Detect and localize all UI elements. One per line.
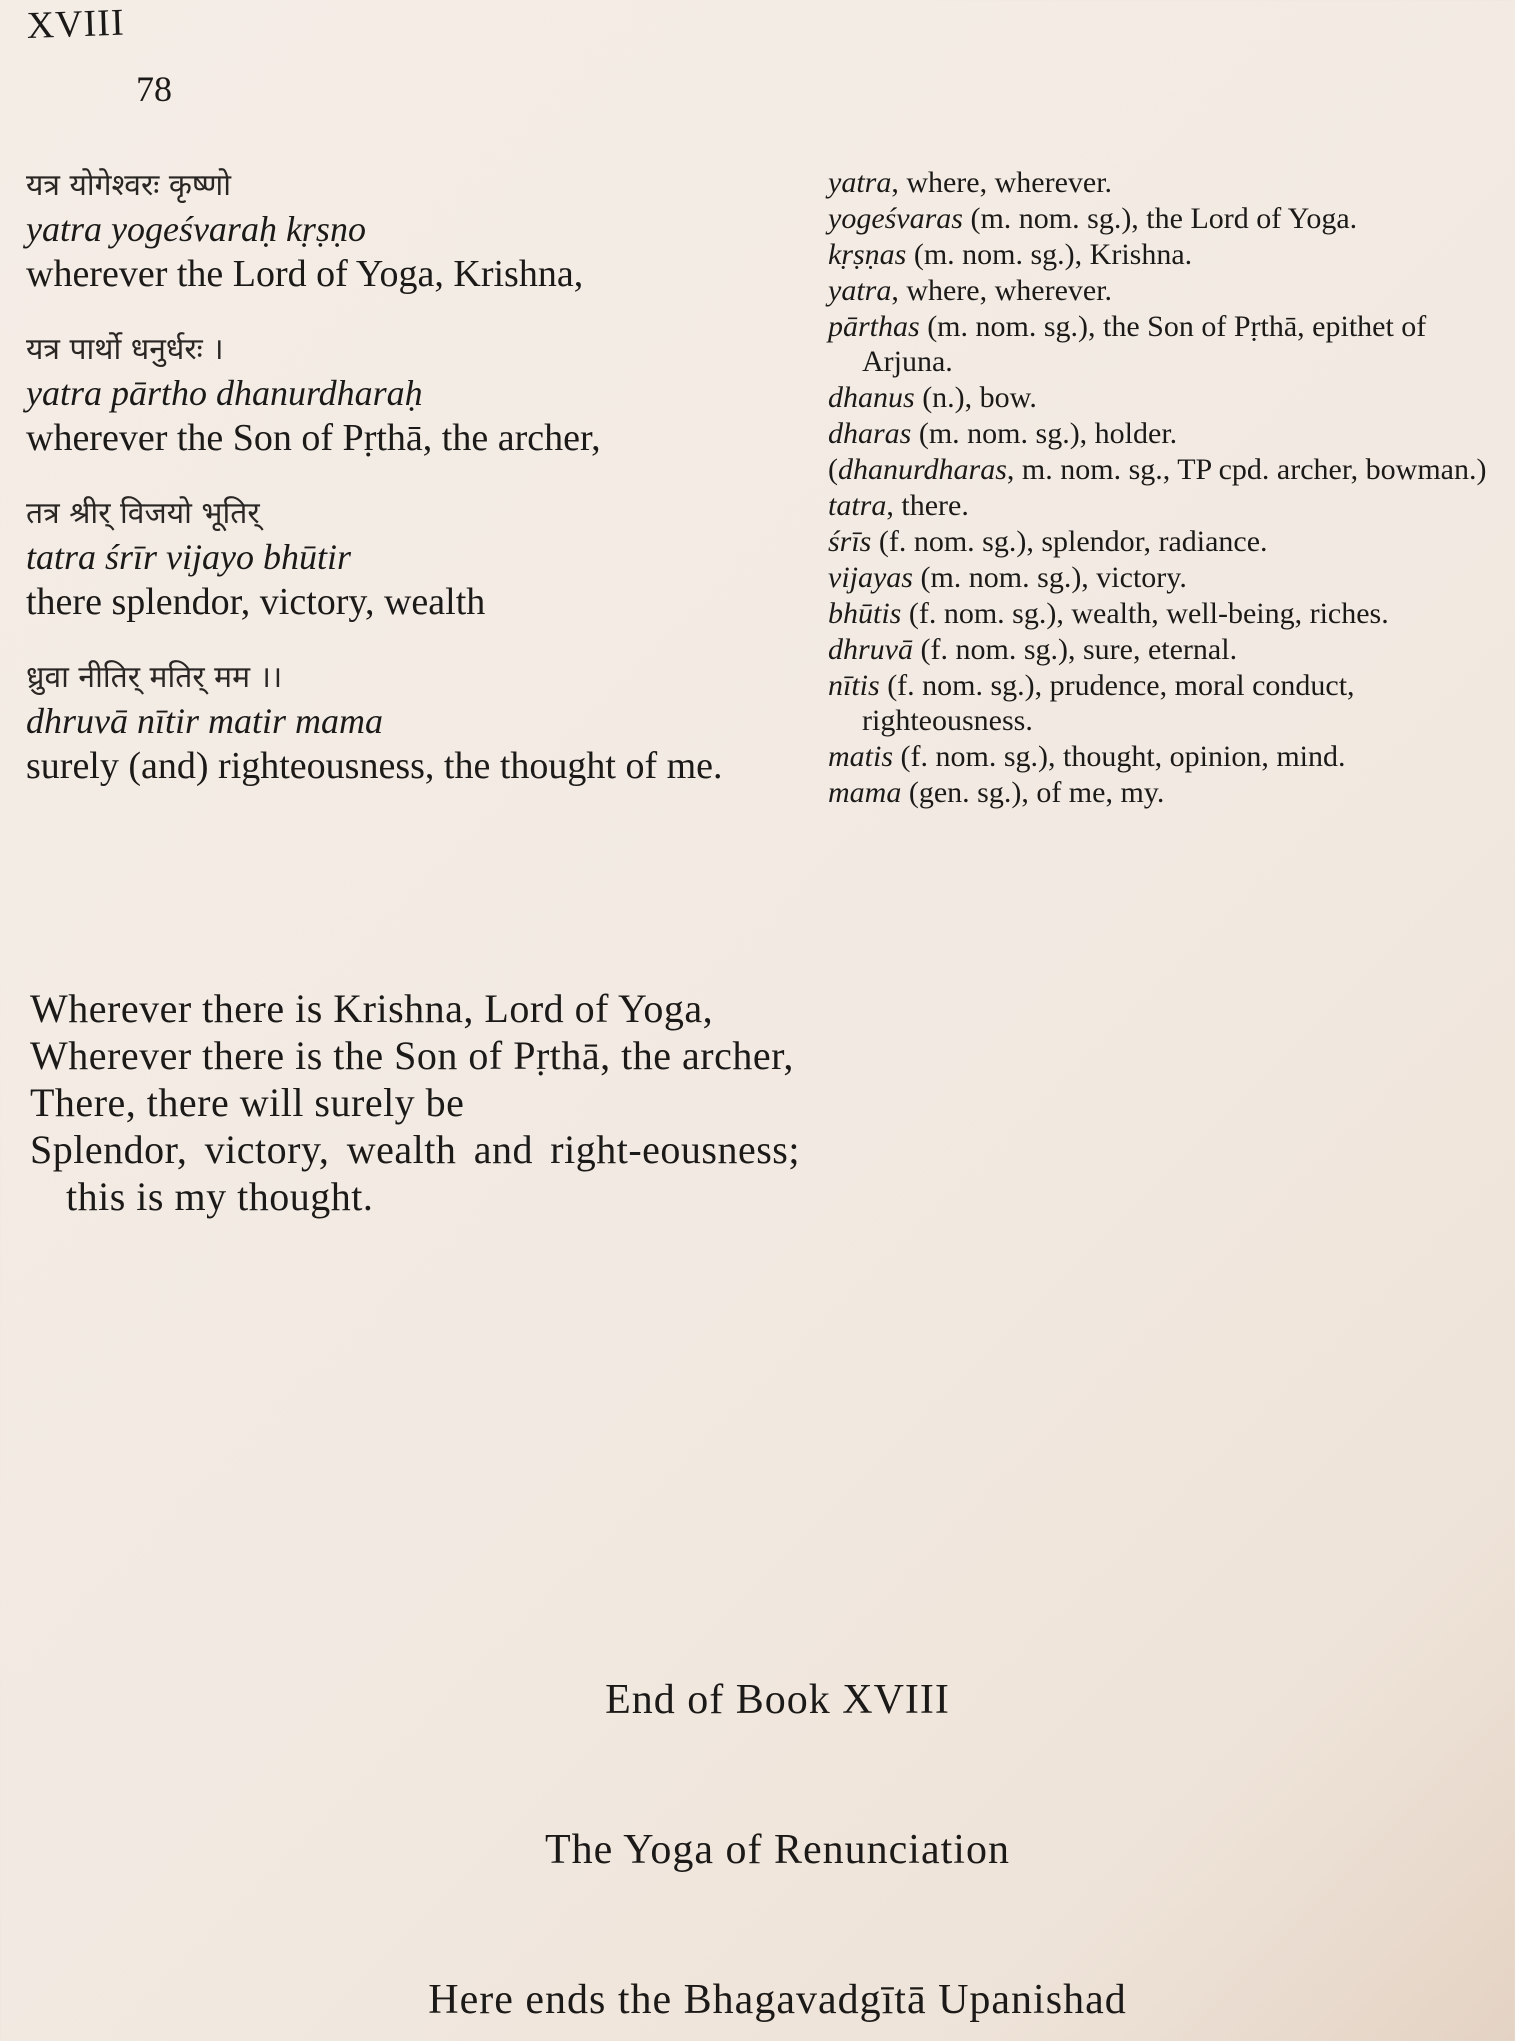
vocabulary-entry xyxy=(828,201,1488,236)
vocabulary-entry xyxy=(828,668,1488,738)
vocabulary-term: yatra xyxy=(828,166,892,199)
vocabulary-entry xyxy=(828,380,1488,415)
vocabulary-term: dharas xyxy=(828,417,912,450)
vocabulary-entry xyxy=(828,416,1488,451)
vocabulary-term: tatra xyxy=(828,489,887,522)
vocabulary-term: pārthas xyxy=(828,310,920,343)
vocabulary-entry xyxy=(828,524,1488,559)
translation-line: There, there will surely be xyxy=(30,1080,465,1125)
translation-line: Splendor, victory, wealth and right-eousness; this is my thought. xyxy=(30,1127,800,1219)
vocabulary-term: dhanurdharas xyxy=(838,453,1007,486)
page-header xyxy=(26,1,126,48)
vocabulary-term: vijayas xyxy=(828,561,913,594)
devanagari-line: तत्र श्रीर् विजयो भूतिर् xyxy=(26,496,260,531)
vocabulary-definition: (m. nom. sg.), holder. xyxy=(911,417,1178,450)
vocabulary-term: nītis xyxy=(828,669,880,702)
devanagari-line: यत्र योगेश्वरः कृष्णो xyxy=(26,168,232,203)
literal-gloss-line: wherever the Lord of Yoga, Krishna, xyxy=(26,253,584,295)
vocabulary-entry xyxy=(828,273,1488,308)
vocabulary-definition: (m. nom. sg.), victory. xyxy=(912,561,1187,594)
vocabulary-definition: , m. nom. sg., TP cpd. archer, bowman.) xyxy=(1006,453,1487,486)
vocabulary-entry xyxy=(828,165,1488,200)
stanza xyxy=(26,165,806,297)
vocabulary-term: kṛṣṇas xyxy=(828,238,907,271)
devanagari-line: ध्रुवा नीतिर् मतिर् मम ।। xyxy=(26,660,283,695)
literal-gloss-line: there splendor, victory, wealth xyxy=(26,581,486,623)
translation-line: Wherever there is Krishna, Lord of Yoga, xyxy=(30,986,714,1031)
verse-translation xyxy=(30,985,800,1220)
vocabulary-definition: (m. nom. sg.), the Lord of Yoga. xyxy=(962,202,1358,235)
vocabulary-entry xyxy=(828,488,1488,523)
stanza xyxy=(26,493,806,625)
vocabulary-term: yatra xyxy=(828,274,892,307)
vocabulary-definition: (f. nom. sg.), thought, opinion, mind. xyxy=(893,740,1346,773)
vocabulary-entry xyxy=(828,775,1488,810)
vocabulary-definition: (f. nom. sg.), wealth, well-being, riches. xyxy=(901,597,1389,630)
vocabulary-definition: (m. nom. sg.), Krishna. xyxy=(906,238,1193,271)
devanagari-line: यत्र पार्थो धनुर्धरः । xyxy=(26,332,224,367)
book-numeral: XVIII xyxy=(26,1,126,47)
translation-line: Wherever there is the Son of Pṛthā, the archer, xyxy=(30,1033,794,1078)
vocabulary-term: dhanus xyxy=(828,381,915,414)
vocabulary-entry xyxy=(828,596,1488,631)
verse-number: 78 xyxy=(136,69,172,109)
vocabulary-entry xyxy=(828,560,1488,595)
literal-gloss-line: surely (and) righteousness, the thought of me. xyxy=(26,745,723,787)
transliteration-line: yatra pārtho dhanurdharaḥ xyxy=(26,373,423,413)
vocabulary-definition: , there. xyxy=(886,489,969,522)
vocabulary-definition: (n.), bow. xyxy=(914,381,1037,414)
verse-column xyxy=(26,165,806,821)
vocabulary-entry xyxy=(828,452,1488,487)
book-subtitle: The Yoga of Renunciation xyxy=(545,1827,1010,1873)
transliteration-line: dhruvā nītir matir mama xyxy=(26,701,384,741)
literal-gloss-line: wherever the Son of Pṛthā, the archer, xyxy=(26,417,601,459)
vocabulary-definition: (m. nom. sg.), the Son of Pṛthā, epithet of Arjuna. xyxy=(862,310,1427,378)
stanza xyxy=(26,657,806,789)
vocabulary-entry xyxy=(828,237,1488,272)
vocabulary-term: śrīs xyxy=(828,525,872,558)
vocabulary-entry xyxy=(828,632,1488,667)
vocabulary-term: dhruvā xyxy=(828,633,913,666)
vocabulary-definition: (f. nom. sg.), splendor, radiance. xyxy=(871,525,1268,558)
transliteration-line: yatra yogeśvaraḥ kṛṣṇo xyxy=(26,209,366,249)
vocabulary-definition: (gen. sg.), of me, my. xyxy=(901,776,1165,809)
vocabulary-column xyxy=(828,165,1488,811)
vocabulary-definition: , where, wherever. xyxy=(891,274,1113,307)
end-of-book-title: End of Book XVIII xyxy=(605,1677,950,1723)
vocabulary-term: bhūtis xyxy=(828,597,902,630)
vocabulary-term: mama xyxy=(828,776,902,809)
closing-line: Here ends the Bhagavadgītā Upanishad xyxy=(428,1977,1127,2023)
stanza xyxy=(26,329,806,461)
entry-prefix: ( xyxy=(828,453,838,486)
vocabulary-term: matis xyxy=(828,740,894,773)
vocabulary-entry xyxy=(828,739,1488,774)
vocabulary-entry xyxy=(828,309,1488,379)
transliteration-line: tatra śrīr vijayo bhūtir xyxy=(26,537,352,577)
vocabulary-definition: , where, wherever. xyxy=(891,166,1113,199)
vocabulary-term: yogeśvaras xyxy=(828,202,963,235)
vocabulary-definition: (f. nom. sg.), sure, eternal. xyxy=(913,633,1238,666)
vocabulary-definition: (f. nom. sg.), prudence, moral conduct, righteousness. xyxy=(862,669,1355,737)
